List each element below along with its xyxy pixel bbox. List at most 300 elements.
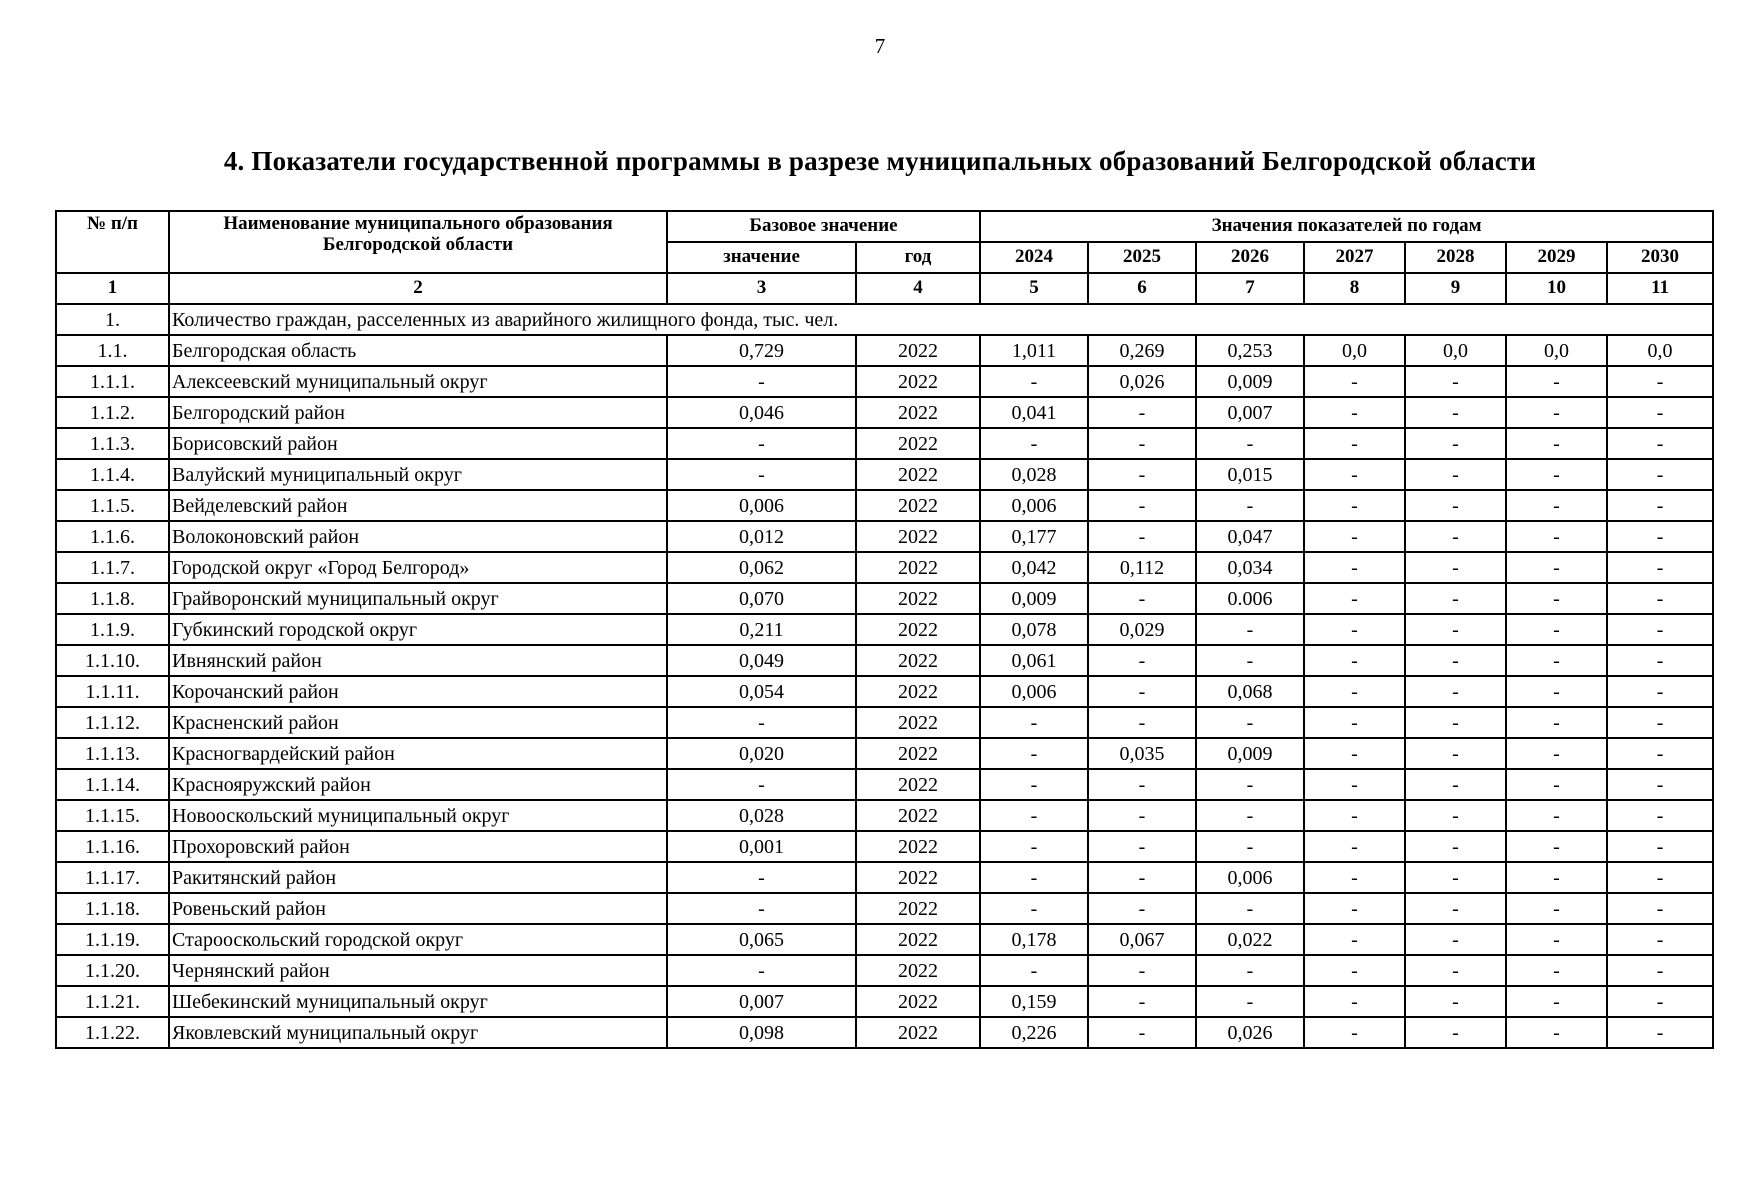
row-year-value: - xyxy=(1405,893,1506,924)
row-base-year: 2022 xyxy=(856,955,980,986)
row-base-value: 0,012 xyxy=(667,521,856,552)
row-year-value: - xyxy=(1304,707,1405,738)
row-year-value: - xyxy=(1196,955,1304,986)
row-num: 1.1.11. xyxy=(56,676,169,707)
row-year-value: - xyxy=(1088,893,1196,924)
row-year-value: - xyxy=(1304,614,1405,645)
row-year-value: 0,269 xyxy=(1088,335,1196,366)
row-year-value: - xyxy=(1405,459,1506,490)
row-base-value: 0,062 xyxy=(667,552,856,583)
column-number: 7 xyxy=(1196,273,1304,304)
row-year-value: - xyxy=(1506,645,1607,676)
row-year-value: - xyxy=(1607,552,1713,583)
row-name: Волоконовский район xyxy=(169,521,667,552)
row-name: Краснояружский район xyxy=(169,769,667,800)
row-year-value: - xyxy=(1304,738,1405,769)
row-year-value: - xyxy=(980,893,1088,924)
header-year: 2027 xyxy=(1304,242,1405,273)
row-year-value: 0,041 xyxy=(980,397,1088,428)
table-row xyxy=(56,490,1713,521)
indicators-table xyxy=(55,210,1714,1049)
row-year-value: - xyxy=(1405,707,1506,738)
row-year-value: 0,006 xyxy=(980,490,1088,521)
row-year-value: - xyxy=(1607,583,1713,614)
row-name: Красногвардейский район xyxy=(169,738,667,769)
row-year-value: - xyxy=(1405,986,1506,1017)
row-year-value: - xyxy=(1506,738,1607,769)
row-num: 1.1.9. xyxy=(56,614,169,645)
row-year-value: - xyxy=(1405,800,1506,831)
row-year-value: 0,026 xyxy=(1088,366,1196,397)
row-year-value: - xyxy=(980,862,1088,893)
table-row xyxy=(56,614,1713,645)
row-year-value: - xyxy=(1405,1017,1506,1048)
header-base-value: значение xyxy=(667,242,856,273)
row-year-value: - xyxy=(1304,490,1405,521)
row-year-value: - xyxy=(1088,583,1196,614)
column-numbers-row xyxy=(56,273,1713,304)
column-number: 4 xyxy=(856,273,980,304)
row-year-value: - xyxy=(1088,490,1196,521)
row-year-value: - xyxy=(1405,428,1506,459)
row-year-value: - xyxy=(1088,676,1196,707)
row-year-value: - xyxy=(1304,366,1405,397)
row-year-value: - xyxy=(1405,955,1506,986)
row-year-value: - xyxy=(1304,521,1405,552)
row-year-value: 0,006 xyxy=(1196,862,1304,893)
row-year-value: - xyxy=(1506,862,1607,893)
row-base-value: - xyxy=(667,862,856,893)
row-year-value: 0,226 xyxy=(980,1017,1088,1048)
row-year-value: - xyxy=(1088,769,1196,800)
row-num: 1.1.16. xyxy=(56,831,169,862)
table-row xyxy=(56,986,1713,1017)
header-base-year: год xyxy=(856,242,980,273)
header-base-group: Базовое значение xyxy=(667,211,980,242)
row-num: 1.1.20. xyxy=(56,955,169,986)
row-num: 1.1.21. xyxy=(56,986,169,1017)
row-base-year: 2022 xyxy=(856,831,980,862)
table-row xyxy=(56,924,1713,955)
row-year-value: - xyxy=(980,707,1088,738)
document-title: 4. Показатели государственной программы в разрезе муниципальных образований Белгородской области xyxy=(223,146,1537,176)
row-year-value: - xyxy=(1196,645,1304,676)
row-year-value: - xyxy=(1304,986,1405,1017)
row-year-value: - xyxy=(1304,676,1405,707)
row-year-value: - xyxy=(1607,490,1713,521)
row-year-value: - xyxy=(1607,366,1713,397)
row-year-value: - xyxy=(1607,645,1713,676)
row-base-year: 2022 xyxy=(856,397,980,428)
row-year-value: - xyxy=(1607,521,1713,552)
row-year-value: 0,112 xyxy=(1088,552,1196,583)
row-year-value: - xyxy=(1607,893,1713,924)
row-year-value: - xyxy=(1088,521,1196,552)
row-year-value: - xyxy=(1506,397,1607,428)
row-year-value: - xyxy=(1088,986,1196,1017)
row-year-value: 0,029 xyxy=(1088,614,1196,645)
row-year-value: - xyxy=(1405,862,1506,893)
row-base-year: 2022 xyxy=(856,490,980,521)
row-year-value: - xyxy=(1506,955,1607,986)
table-row xyxy=(56,707,1713,738)
row-year-value: 0,177 xyxy=(980,521,1088,552)
row-base-year: 2022 xyxy=(856,676,980,707)
row-base-value: - xyxy=(667,893,856,924)
column-number: 11 xyxy=(1607,273,1713,304)
row-base-year: 2022 xyxy=(856,738,980,769)
row-year-value: - xyxy=(1506,428,1607,459)
row-year-value: - xyxy=(1304,862,1405,893)
row-name: Яковлевский муниципальный округ xyxy=(169,1017,667,1048)
row-year-value: 0,067 xyxy=(1088,924,1196,955)
row-year-value: - xyxy=(1088,645,1196,676)
row-year-value: 0,0 xyxy=(1304,335,1405,366)
row-year-value: 0,078 xyxy=(980,614,1088,645)
row-year-value: - xyxy=(1506,490,1607,521)
table-row xyxy=(56,645,1713,676)
row-name: Красненский район xyxy=(169,707,667,738)
row-year-value: - xyxy=(980,428,1088,459)
row-year-value: - xyxy=(980,955,1088,986)
row-base-value: 0,020 xyxy=(667,738,856,769)
row-base-year: 2022 xyxy=(856,707,980,738)
row-year-value: - xyxy=(1196,800,1304,831)
column-number: 2 xyxy=(169,273,667,304)
row-base-year: 2022 xyxy=(856,335,980,366)
row-year-value: - xyxy=(1405,521,1506,552)
row-base-year: 2022 xyxy=(856,583,980,614)
row-year-value: 0,061 xyxy=(980,645,1088,676)
row-year-value: - xyxy=(1196,986,1304,1017)
row-name: Прохоровский район xyxy=(169,831,667,862)
column-number: 10 xyxy=(1506,273,1607,304)
row-base-year: 2022 xyxy=(856,521,980,552)
table-row xyxy=(56,676,1713,707)
row-num: 1.1. xyxy=(56,335,169,366)
row-num: 1.1.17. xyxy=(56,862,169,893)
row-year-value: - xyxy=(1304,459,1405,490)
row-year-value: - xyxy=(980,800,1088,831)
header-year: 2028 xyxy=(1405,242,1506,273)
row-year-value: - xyxy=(1196,428,1304,459)
row-num: 1.1.3. xyxy=(56,428,169,459)
row-year-value: - xyxy=(1607,676,1713,707)
header-years-group: Значения показателей по годам xyxy=(980,211,1713,242)
row-base-year: 2022 xyxy=(856,769,980,800)
row-year-value: - xyxy=(1405,552,1506,583)
row-base-year: 2022 xyxy=(856,862,980,893)
row-name: Старооскольский городской округ xyxy=(169,924,667,955)
row-name: Ракитянский район xyxy=(169,862,667,893)
table-row xyxy=(56,366,1713,397)
row-base-value: 0,070 xyxy=(667,583,856,614)
row-year-value: - xyxy=(1607,769,1713,800)
row-year-value: - xyxy=(1304,769,1405,800)
row-num: 1.1.7. xyxy=(56,552,169,583)
row-year-value: - xyxy=(1304,831,1405,862)
row-base-year: 2022 xyxy=(856,366,980,397)
row-base-year: 2022 xyxy=(856,614,980,645)
row-base-year: 2022 xyxy=(856,924,980,955)
row-year-value: - xyxy=(1405,645,1506,676)
row-base-year: 2022 xyxy=(856,428,980,459)
column-number: 5 xyxy=(980,273,1088,304)
table-row xyxy=(56,397,1713,428)
row-year-value: - xyxy=(1405,614,1506,645)
row-name: Алексеевский муниципальный округ xyxy=(169,366,667,397)
row-num: 1.1.12. xyxy=(56,707,169,738)
table-row xyxy=(56,800,1713,831)
row-name: Шебекинский муниципальный округ xyxy=(169,986,667,1017)
row-name: Вейделевский район xyxy=(169,490,667,521)
table-row xyxy=(56,738,1713,769)
row-num: 1.1.4. xyxy=(56,459,169,490)
row-base-value: 0,211 xyxy=(667,614,856,645)
row-year-value: - xyxy=(1405,769,1506,800)
row-year-value: - xyxy=(980,769,1088,800)
row-year-value: - xyxy=(1506,1017,1607,1048)
table-row xyxy=(56,831,1713,862)
table-row xyxy=(56,893,1713,924)
row-base-value: 0,729 xyxy=(667,335,856,366)
table-row xyxy=(56,459,1713,490)
row-base-year: 2022 xyxy=(856,986,980,1017)
row-year-value: - xyxy=(1405,924,1506,955)
table-row xyxy=(56,428,1713,459)
table-row xyxy=(56,769,1713,800)
row-year-value: - xyxy=(1405,676,1506,707)
row-num: 1.1.10. xyxy=(56,645,169,676)
row-num: 1.1.22. xyxy=(56,1017,169,1048)
row-year-value: - xyxy=(1506,521,1607,552)
row-year-value: - xyxy=(1607,459,1713,490)
column-number: 3 xyxy=(667,273,856,304)
row-year-value: 1,011 xyxy=(980,335,1088,366)
row-year-value: - xyxy=(1607,800,1713,831)
row-num: 1.1.8. xyxy=(56,583,169,614)
row-year-value: - xyxy=(1506,676,1607,707)
row-year-value: - xyxy=(1196,769,1304,800)
row-name: Ивнянский район xyxy=(169,645,667,676)
row-year-value: 0,022 xyxy=(1196,924,1304,955)
row-year-value: - xyxy=(1607,707,1713,738)
row-year-value: - xyxy=(1607,831,1713,862)
row-year-value: - xyxy=(1304,583,1405,614)
row-year-value: 0,042 xyxy=(980,552,1088,583)
row-year-value: - xyxy=(1607,862,1713,893)
table-row xyxy=(56,583,1713,614)
section-row xyxy=(56,304,1713,335)
row-year-value: - xyxy=(1088,397,1196,428)
row-name: Грайворонский муниципальный округ xyxy=(169,583,667,614)
row-num: 1.1.2. xyxy=(56,397,169,428)
row-year-value: - xyxy=(1607,955,1713,986)
page-number: 7 xyxy=(874,34,886,58)
row-year-value: - xyxy=(1088,428,1196,459)
row-year-value: - xyxy=(1607,397,1713,428)
table-row xyxy=(56,1017,1713,1048)
row-year-value: 0,159 xyxy=(980,986,1088,1017)
row-year-value: - xyxy=(1506,366,1607,397)
header-name: Наименование муниципального образования Белгородской области xyxy=(169,211,667,273)
table-row xyxy=(56,521,1713,552)
row-num: 1.1.5. xyxy=(56,490,169,521)
row-year-value: 0,068 xyxy=(1196,676,1304,707)
row-name: Новооскольский муниципальный округ xyxy=(169,800,667,831)
column-number: 8 xyxy=(1304,273,1405,304)
row-base-year: 2022 xyxy=(856,1017,980,1048)
row-year-value: 0,007 xyxy=(1196,397,1304,428)
row-year-value: 0,034 xyxy=(1196,552,1304,583)
row-year-value: 0,006 xyxy=(980,676,1088,707)
row-base-value: - xyxy=(667,707,856,738)
row-year-value: - xyxy=(1607,1017,1713,1048)
row-num: 1.1.14. xyxy=(56,769,169,800)
row-year-value: 0,026 xyxy=(1196,1017,1304,1048)
row-base-value: 0,006 xyxy=(667,490,856,521)
row-year-value: - xyxy=(1304,800,1405,831)
row-year-value: - xyxy=(1506,769,1607,800)
row-name: Белгородская область xyxy=(169,335,667,366)
row-year-value: - xyxy=(1506,614,1607,645)
row-base-value: 0,065 xyxy=(667,924,856,955)
row-num: 1.1.18. xyxy=(56,893,169,924)
row-year-value: - xyxy=(1506,893,1607,924)
row-year-value: - xyxy=(1088,862,1196,893)
row-year-value: - xyxy=(1304,645,1405,676)
row-year-value: - xyxy=(1304,397,1405,428)
row-base-year: 2022 xyxy=(856,552,980,583)
column-number: 1 xyxy=(56,273,169,304)
row-year-value: - xyxy=(1088,800,1196,831)
row-base-value: 0,007 xyxy=(667,986,856,1017)
row-base-value: 0,049 xyxy=(667,645,856,676)
row-year-value: - xyxy=(1607,986,1713,1017)
header-year: 2029 xyxy=(1506,242,1607,273)
row-year-value: - xyxy=(1088,955,1196,986)
row-year-value: - xyxy=(1506,800,1607,831)
row-year-value: - xyxy=(1304,428,1405,459)
row-base-value: 0,098 xyxy=(667,1017,856,1048)
row-name: Губкинский городской округ xyxy=(169,614,667,645)
row-year-value: - xyxy=(1506,459,1607,490)
row-base-value: - xyxy=(667,459,856,490)
row-num: 1.1.19. xyxy=(56,924,169,955)
header-num: № п/п xyxy=(56,211,169,273)
row-year-value: - xyxy=(1088,707,1196,738)
row-year-value: 0,178 xyxy=(980,924,1088,955)
row-name: Ровеньский район xyxy=(169,893,667,924)
row-base-value: 0,028 xyxy=(667,800,856,831)
row-year-value: - xyxy=(980,366,1088,397)
row-name: Корочанский район xyxy=(169,676,667,707)
row-year-value: - xyxy=(1506,831,1607,862)
row-year-value: - xyxy=(1405,366,1506,397)
row-base-value: 0,046 xyxy=(667,397,856,428)
row-year-value: 0,047 xyxy=(1196,521,1304,552)
section-title: Количество граждан, расселенных из аварийного жилищного фонда, тыс. чел. xyxy=(169,304,1713,335)
row-year-value: - xyxy=(1405,831,1506,862)
row-year-value: - xyxy=(1607,614,1713,645)
row-year-value: - xyxy=(1607,924,1713,955)
row-year-value: - xyxy=(1405,738,1506,769)
row-year-value: 0,0 xyxy=(1607,335,1713,366)
section-num: 1. xyxy=(56,304,169,335)
column-number: 9 xyxy=(1405,273,1506,304)
row-year-value: 0,009 xyxy=(1196,366,1304,397)
table-row xyxy=(56,552,1713,583)
row-year-value: - xyxy=(1304,924,1405,955)
row-year-value: - xyxy=(1196,707,1304,738)
row-year-value: - xyxy=(1088,831,1196,862)
row-year-value: - xyxy=(1607,738,1713,769)
row-year-value: 0.006 xyxy=(1196,583,1304,614)
row-year-value: - xyxy=(1196,614,1304,645)
row-base-year: 2022 xyxy=(856,800,980,831)
row-base-value: 0,054 xyxy=(667,676,856,707)
column-number: 6 xyxy=(1088,273,1196,304)
header-row-1 xyxy=(56,211,1713,242)
table-row xyxy=(56,862,1713,893)
row-year-value: - xyxy=(1405,490,1506,521)
row-num: 1.1.15. xyxy=(56,800,169,831)
row-year-value: - xyxy=(1304,955,1405,986)
row-year-value: - xyxy=(1506,924,1607,955)
row-year-value: - xyxy=(1304,552,1405,583)
header-year: 2026 xyxy=(1196,242,1304,273)
row-year-value: - xyxy=(1196,893,1304,924)
header-year: 2030 xyxy=(1607,242,1713,273)
row-base-value: - xyxy=(667,428,856,459)
row-base-year: 2022 xyxy=(856,459,980,490)
row-year-value: - xyxy=(1088,1017,1196,1048)
row-base-value: 0,001 xyxy=(667,831,856,862)
row-name: Белгородский район xyxy=(169,397,667,428)
row-year-value: 0,009 xyxy=(1196,738,1304,769)
row-year-value: - xyxy=(1506,707,1607,738)
row-year-value: 0,028 xyxy=(980,459,1088,490)
row-year-value: 0,015 xyxy=(1196,459,1304,490)
header-year: 2025 xyxy=(1088,242,1196,273)
row-year-value: 0,035 xyxy=(1088,738,1196,769)
row-year-value: - xyxy=(1607,428,1713,459)
row-year-value: - xyxy=(1405,397,1506,428)
row-name: Городской округ «Город Белгород» xyxy=(169,552,667,583)
row-name: Борисовский район xyxy=(169,428,667,459)
row-base-value: - xyxy=(667,955,856,986)
row-year-value: - xyxy=(1506,552,1607,583)
row-year-value: - xyxy=(1304,1017,1405,1048)
row-num: 1.1.13. xyxy=(56,738,169,769)
row-year-value: 0,009 xyxy=(980,583,1088,614)
row-base-value: - xyxy=(667,366,856,397)
row-base-value: - xyxy=(667,769,856,800)
row-year-value: - xyxy=(1506,583,1607,614)
row-year-value: - xyxy=(1196,831,1304,862)
row-num: 1.1.6. xyxy=(56,521,169,552)
row-name: Чернянский район xyxy=(169,955,667,986)
row-year-value: 0,0 xyxy=(1405,335,1506,366)
row-base-year: 2022 xyxy=(856,893,980,924)
row-year-value: 0,253 xyxy=(1196,335,1304,366)
row-year-value: - xyxy=(1304,893,1405,924)
row-num: 1.1.1. xyxy=(56,366,169,397)
row-year-value: - xyxy=(1196,490,1304,521)
row-year-value: - xyxy=(1405,583,1506,614)
row-year-value: - xyxy=(980,831,1088,862)
row-base-year: 2022 xyxy=(856,645,980,676)
